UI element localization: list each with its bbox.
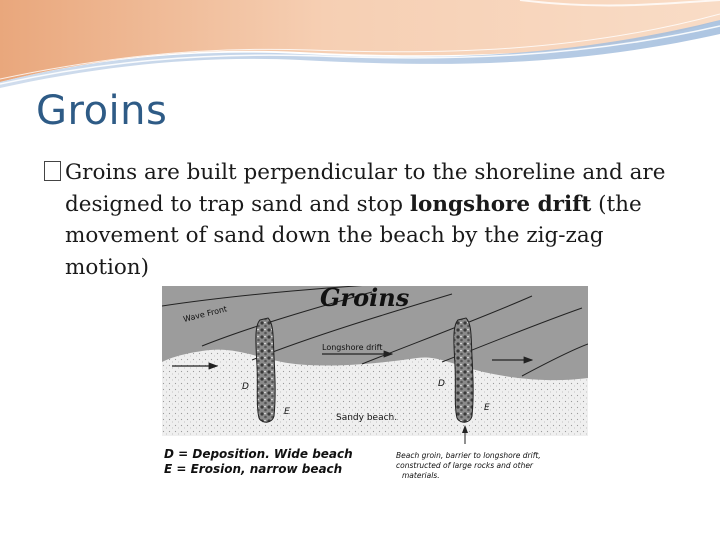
- bullet-point: [44, 157, 684, 283]
- bullet-text: [44, 157, 684, 283]
- erosion-marker-left: E: [284, 407, 290, 417]
- groins-diagram: [162, 286, 588, 480]
- wave-front-label: Wave Front: [182, 304, 228, 324]
- bullet-bold-term: longshore drift: [409, 191, 592, 217]
- caption-line-3: materials.: [402, 471, 440, 480]
- longshore-drift-label: Longshore drift: [322, 343, 383, 352]
- bullet-text-end: (the movement of sand down the beach by the zig-zag motion): [65, 191, 642, 280]
- deposition-marker-right: D: [438, 379, 445, 389]
- slide-title: Groins: [36, 88, 168, 134]
- sandy-beach-label: Sandy beach.: [336, 413, 398, 423]
- legend-erosion: E = Erosion, narrow beach: [164, 462, 343, 476]
- erosion-marker-right: E: [484, 403, 490, 413]
- caption-line-1: Beach groin, barrier to longshore drift,: [396, 451, 541, 460]
- bullet-text-start: Groins are built perpendicular to the shoreline and are designed to trap sand and stop: [65, 160, 666, 217]
- groin-left: [256, 318, 275, 422]
- header-swoosh-decoration: [0, 0, 720, 90]
- figure-heading: Groins: [320, 286, 410, 312]
- groin-right: [454, 318, 473, 422]
- deposition-marker-left: D: [242, 382, 249, 392]
- legend-deposition: D = Deposition. Wide beach: [164, 447, 353, 461]
- missing-glyph-box-icon: [44, 161, 61, 181]
- caption-line-2: constructed of large rocks and other: [396, 461, 534, 470]
